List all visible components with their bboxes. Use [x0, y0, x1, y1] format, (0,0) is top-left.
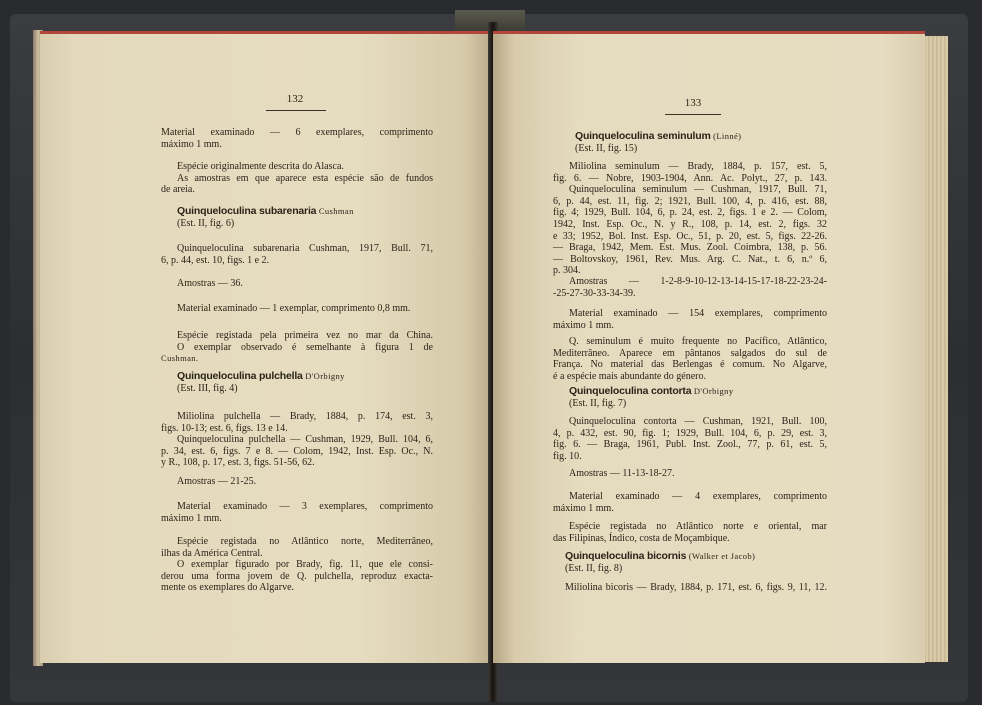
- header-rule-left: [266, 110, 326, 111]
- header-rule-right: [665, 114, 721, 115]
- text-line: — Braga, 1942, Mem. Est. Mus. Zool. Coimbra, 138, p. 56.: [553, 242, 827, 254]
- plate-reference: (Est. II, fig. 15): [575, 142, 638, 154]
- text-line: derou uma forma jovem de Q. pulchella, reproduz exacta-: [161, 570, 433, 582]
- right-block-synonymy-2: [553, 416, 827, 462]
- text-line: Q. seminulum é muito frequente no Pacífico, Atlântico,: [569, 336, 827, 347]
- text-line: Material examinado — 154 exemplares, comprimento: [569, 308, 827, 319]
- text-line: Quinqueloculina subarenaria Cushman, 1917, Bull. 71,: [177, 243, 433, 254]
- text-line: Material examinado — 4 exemplares, comprimento: [569, 491, 827, 502]
- species-heading-contorta: [569, 386, 829, 409]
- left-page: [40, 31, 492, 663]
- text-line: 6, p. 44, est. 10, figs. 1 e 2.: [161, 254, 270, 266]
- text-line: p. 304.: [553, 265, 581, 277]
- text-line: 1942, Inst. Esp. Oc., N. y R., 108, p. 14, est. 2, figs. 32: [553, 218, 827, 230]
- species-name: Quinqueloculina contorta: [569, 385, 692, 397]
- species-author: Cushman: [318, 206, 354, 216]
- text-line: das Filipinas, Índico, costa de Moçambique.: [553, 532, 730, 544]
- text-line: — Boltovskoy, 1961, Rev. Mus. Arg. C. Nat., t. 6, n.º 6,: [553, 253, 827, 265]
- text-line: fig. 4; 1929, Bull. 104, 6, p. 24, est. 2, figs. 1 e 2. — Colom,: [553, 207, 827, 219]
- text-line: Espécie registada no Atlântico norte e oriental, mar: [569, 521, 827, 532]
- species-heading-seminulum: [575, 131, 835, 154]
- text-line: máximo 1 mm.: [161, 138, 222, 150]
- page-number-left: 132: [286, 93, 304, 105]
- text-line: Material examinado — 3 exemplares, comprimento: [177, 501, 433, 512]
- text-line: mente os exemplares do Algarve.: [161, 582, 295, 594]
- plate-reference: (Est. II, fig. 8): [565, 562, 623, 574]
- species-name: Quinqueloculina pulchella: [177, 370, 303, 382]
- text-line: Amostras — 21-25.: [177, 476, 257, 487]
- species-author: (Walker et Jacob): [688, 551, 756, 561]
- text-line: Quinqueloculina seminulum — Cushman, 1917, Bull. 71,: [569, 184, 827, 196]
- left-block-remarks-2: [161, 330, 433, 365]
- text-line: figs. 10-13; est. 6, figs. 13 e 14.: [161, 422, 288, 434]
- species-name: Quinqueloculina bicornis: [565, 550, 687, 562]
- text-line: Espécie registada no Atlântico norte, Mediterrâneo,: [177, 536, 433, 547]
- text-line: Miliolina bicoris — Brady, 1884, p. 171, est. 6, figs. 9, 11, 12.: [565, 582, 827, 593]
- text-line: O exemplar observado é semelhante à figura 1 de: [177, 341, 433, 353]
- text-line: As amostras em que aparece esta espécie são de fundos: [177, 172, 433, 184]
- right-block-remarks-1: [553, 336, 827, 382]
- species-heading-pulchella: [177, 371, 437, 394]
- left-material-3: [161, 501, 433, 524]
- species-name: Quinqueloculina seminulum: [575, 130, 711, 142]
- text-line: Espécie originalmente descrita do Alasca.: [177, 161, 344, 172]
- left-block-1: [161, 127, 433, 150]
- text-line: Amostras — 36.: [177, 278, 243, 289]
- page-number-right: 133: [684, 97, 702, 109]
- text-line: Quinqueloculina contorta — Cushman, 1921, Bull. 100,: [569, 416, 827, 427]
- text-line: Mediterrâneo. Aparece em pântanos salgados do sul de: [553, 347, 827, 359]
- species-heading-bicornis: [565, 551, 827, 574]
- text-line: Miliolina seminulum — Brady, 1884, p. 157, est. 5,: [569, 161, 827, 172]
- plate-reference: (Est. II, fig. 7): [569, 397, 627, 409]
- right-material-2: [553, 491, 827, 514]
- text-line: Material examinado — 1 exemplar, comprimento 0,8 mm.: [177, 303, 411, 314]
- right-block-remarks-2: [553, 521, 827, 544]
- species-author: (Linné): [713, 131, 742, 141]
- text-line: Quinqueloculina pulchella — Cushman, 1929, Bull. 104, 6,: [177, 434, 433, 446]
- text-line: máximo 1 mm.: [553, 502, 614, 514]
- text-line: Espécie registada pela primeira vez no mar da China.: [177, 330, 433, 341]
- text-line: y R., 108, p. 17, est. 3, figs. 51-56, 62.: [161, 457, 315, 469]
- text-line: Cushman.: [161, 353, 199, 364]
- text-line: p. 34, est. 6, figs. 7 e 8. — Colom, 1942, Inst. Esp. Oc., N.: [161, 445, 433, 457]
- text-line: Miliolina pulchella — Brady, 1884, p. 174, est. 3,: [177, 411, 433, 422]
- text-line: 4, p. 432, est. 90, fig. 1; 1929, Bull. 104, 6, p. 29, est. 3,: [553, 427, 827, 439]
- text-line: 6, p. 44, est. 11, fig. 2; 1921, Bull. 100, 4, p. 416, est. 88,: [553, 195, 827, 207]
- text-line: máximo 1 mm.: [553, 319, 614, 331]
- species-name: Quinqueloculina subarenaria: [177, 205, 317, 217]
- left-samples-1: [177, 278, 437, 290]
- text-line: fig. 6. — Nobre, 1903-1904, Ann. Ac. Polyt., 27, p. 143.: [553, 172, 827, 184]
- right-block-synonymy-3: [565, 582, 827, 594]
- text-line: França. No material das Berlengas é comum. No Algarve,: [553, 359, 827, 371]
- text-line: de areia.: [161, 184, 195, 196]
- text-line: Amostras — 11-13-18-27.: [569, 468, 675, 479]
- left-block-remarks-3: [161, 536, 433, 594]
- right-material-1: [553, 308, 827, 331]
- right-block-synonymy-1: [553, 161, 827, 277]
- text-line: O exemplar figurado por Brady, fig. 11, que ele consi-: [177, 559, 433, 571]
- left-material-2: [177, 303, 433, 315]
- right-samples-2: [569, 468, 829, 480]
- text-line: -25-27-30-33-34-39.: [553, 287, 636, 299]
- text-line: é a espécie mais abundante do género.: [553, 370, 706, 382]
- text-line: e 33; 1952, Bol. Inst. Esp. Oc., 51, p. 20, est. 5, figs. 22-26.: [553, 230, 827, 242]
- right-page: [493, 31, 925, 663]
- species-author: D'Orbigny: [305, 371, 345, 381]
- plate-reference: (Est. II, fig. 6): [177, 217, 235, 229]
- text-line: fig. 10.: [553, 450, 582, 462]
- left-block-synonymy-1: [161, 243, 433, 266]
- text-line: Material examinado — 6 exemplares, comprimento: [161, 127, 433, 138]
- species-heading-subarenaria: [177, 206, 437, 229]
- left-block-synonymy-2: [161, 411, 433, 469]
- text-line: ilhas da América Central.: [161, 547, 263, 559]
- text-line: máximo 1 mm.: [161, 512, 222, 524]
- plate-reference: (Est. III, fig. 4): [177, 382, 238, 394]
- left-block-2: [161, 161, 433, 196]
- text-line: fig. 6. — Braga, 1961, Publ. Inst. Zool., 77, p. 61, est. 5,: [553, 439, 827, 451]
- page-edges-right: [922, 36, 948, 662]
- species-author: D'Orbigny: [693, 386, 734, 396]
- right-samples-1: [553, 276, 827, 299]
- text-line: Amostras — 1-2-8-9-10-12-13-14-15-17-18-22-23-24-: [569, 276, 827, 287]
- left-samples-2: [177, 476, 437, 488]
